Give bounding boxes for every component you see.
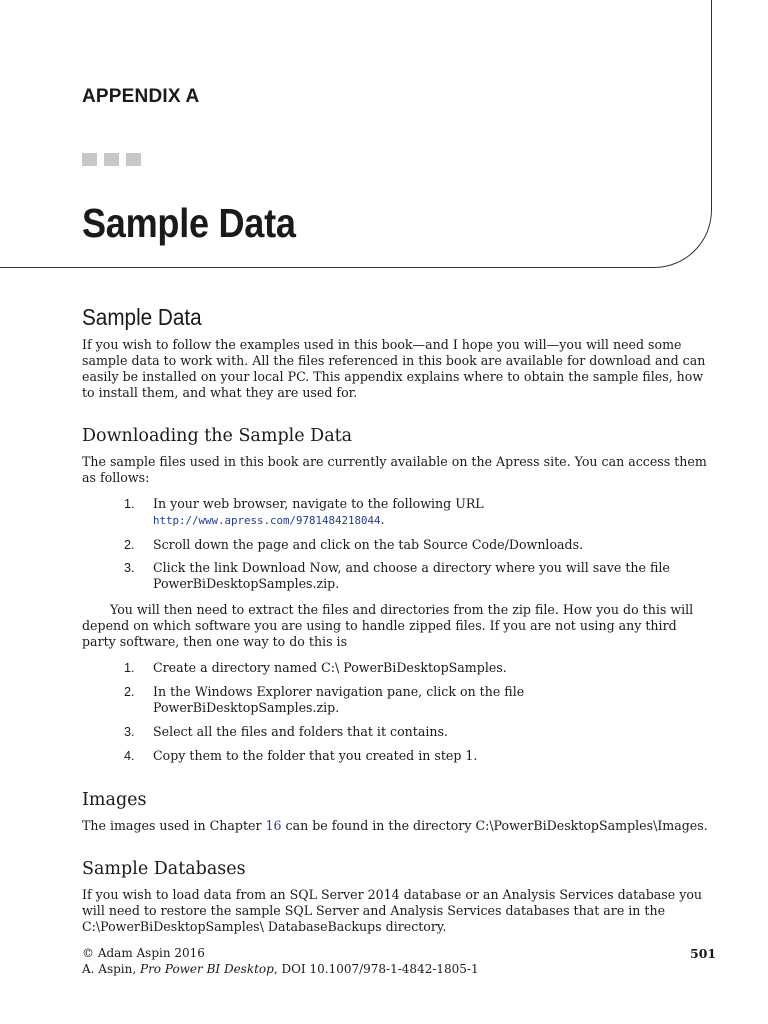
page-number: 501 (690, 946, 717, 961)
copyright-line: © Adam Aspin 2016 (82, 946, 205, 960)
section-heading-sample-data: Sample Data (82, 304, 202, 330)
list-item (82, 537, 712, 553)
extract-paragraph: You will then need to extract the files and directories from the zip file. How you do this will depend on which software you are using to handle zipped files. If you are not using any third party software, then one way to do this is (82, 602, 694, 649)
intro-paragraph: If you wish to follow the examples used in this book—and I hope you will—you will need some sample data to work with. All the files referenced in this book are available for download and can easily be installed on your local PC. This appendix explains where to obtain the sample files, how to install them, and what they are used for. (82, 337, 706, 400)
list-item (82, 496, 712, 529)
images-text-after: can be found in the directory C:\PowerBiDesktopSamples\Images. (281, 818, 708, 833)
databases-paragraph: If you wish to load data from an SQL Server 2014 database or an Analysis Services database you will need to restore the sample SQL Server and Analysis Services databases that are in the C:\PowerBiDesktopSamples\ DatabaseBackups directory. (82, 887, 703, 934)
subheading-sample-databases: Sample Databases (82, 859, 246, 879)
step-text: Select all the files and folders that it contains. (153, 724, 448, 739)
extract-steps-list (82, 660, 712, 764)
step-number: 1. (124, 661, 135, 675)
footer (82, 945, 479, 977)
chapter-title: Sample Data (82, 200, 296, 246)
main-content (82, 304, 712, 935)
step-text: In the Windows Explorer navigation pane, click on the file (153, 684, 525, 699)
step-number: 1. (124, 497, 135, 511)
appendix-label: APPENDIX A (82, 86, 200, 107)
step-text: In your web browser, navigate to the following URL (153, 496, 484, 511)
images-paragraph (82, 818, 712, 834)
apress-url-link[interactable]: http://www.apress.com/9781484218044 (153, 514, 381, 527)
list-item (82, 660, 712, 676)
list-item (82, 724, 712, 740)
step-text-continued: PowerBiDesktopSamples.zip. (153, 700, 340, 715)
decorative-square (82, 153, 97, 166)
decorative-squares (82, 153, 141, 166)
decorative-square (126, 153, 141, 166)
decorative-square (104, 153, 119, 166)
step-number: 2. (124, 685, 135, 699)
subheading-downloading: Downloading the Sample Data (82, 426, 353, 446)
images-text-before: The images used in Chapter (82, 818, 266, 833)
chapter-16-link[interactable]: 16 (265, 818, 282, 833)
citation-doi: , DOI 10.1007/978-1-4842-1805-1 (273, 962, 479, 976)
downloading-intro: The sample files used in this book are currently available on the Apress site. You can access them as follows: (82, 454, 707, 485)
step-text: Scroll down the page and click on the tab Source Code/Downloads. (153, 537, 584, 552)
step-number: 3. (124, 561, 135, 575)
step-text: Create a directory named C:\ PowerBiDesktopSamples. (153, 660, 507, 675)
step-text: Click the link Download Now, and choose a directory where you will save the file (153, 560, 670, 575)
step-number: 2. (124, 538, 135, 552)
citation-author: A. Aspin, (82, 962, 140, 976)
subheading-images: Images (82, 790, 147, 810)
list-item (82, 560, 712, 592)
citation-title: Pro Power BI Desktop (140, 962, 274, 976)
download-steps-list (82, 496, 712, 592)
url-period: . (380, 512, 385, 527)
step-text-continued: PowerBiDesktopSamples.zip. (153, 576, 340, 591)
step-number: 4. (124, 749, 135, 763)
list-item (82, 748, 712, 764)
list-item (82, 684, 712, 716)
step-number: 3. (124, 725, 135, 739)
citation-line (82, 961, 479, 977)
step-text: Copy them to the folder that you created in step 1. (153, 748, 478, 763)
